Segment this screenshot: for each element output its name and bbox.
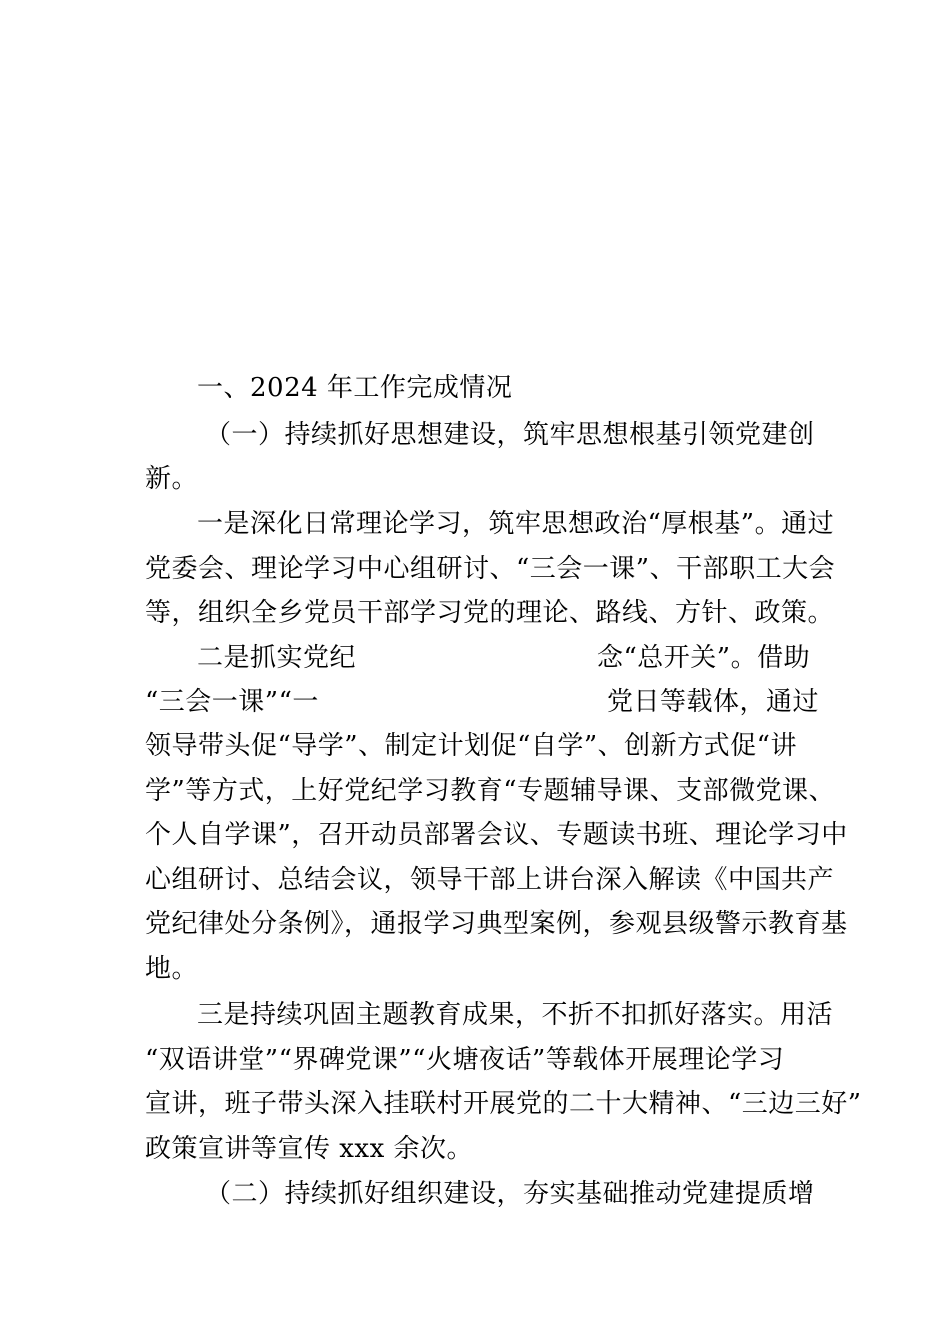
- paragraph-3-line-1: 三是持续巩固主题教育成果，不折不扣抓好落实。用活: [197, 1000, 834, 1030]
- paragraph-2-line-2-left: “三会一课”“一: [145, 687, 319, 717]
- subsection-heading-organization: （二）持续抓好组织建设，夯实基础推动党建提质增: [205, 1179, 815, 1209]
- paragraph-1-line-2: 党委会、理论学习中心组研讨、“三会一课”、干部职工大会: [145, 554, 836, 584]
- paragraph-2-line-7: 党纪律处分条例》，通报学习典型案例，参观县级警示教育基: [145, 909, 848, 939]
- paragraph-3-line-2: “双语讲堂”“界碑党课”“火塘夜话”等载体开展理论学习: [145, 1045, 785, 1075]
- paragraph-3-line-4: 政策宣讲等宣传 xxx 余次。: [145, 1134, 474, 1164]
- paragraph-2-line-3: 领导带头促“导学”、制定计划促“自学”、创新方式促“讲: [145, 731, 797, 761]
- paragraph-2-line-1-right: 念“总开关”。借助: [597, 643, 811, 673]
- paragraph-1-line-3: 等，组织全乡党员干部学习党的理论、路线、方针、政策。: [145, 598, 835, 628]
- paragraph-2-line-8: 地。: [145, 954, 199, 984]
- section-heading-2024-work: 一、2024 年工作完成情况: [197, 373, 513, 403]
- paragraph-3-line-3: 宣讲，班子带头深入挂联村开展党的二十大精神、“三边三好”: [145, 1089, 862, 1119]
- subsection-heading-ideology-line-1: （一）持续抓好思想建设，筑牢思想根基引领党建创: [205, 420, 815, 450]
- paragraph-2-line-2: [145, 687, 820, 717]
- subsection-heading-ideology-line-2: 新。: [145, 464, 199, 494]
- paragraph-2-line-4: 学”等方式，上好党纪学习教育“专题辅导课、支部微党课、: [145, 776, 836, 806]
- paragraph-1-line-1: 一是深化日常理论学习，筑牢思想政治“厚根基”。通过: [197, 509, 835, 539]
- paragraph-2-line-6: 心组研讨、总结会议，领导干部上讲台深入解读《中国共产: [145, 865, 835, 895]
- paragraph-2-line-1-left: 二是抓实党纪: [197, 643, 357, 673]
- paragraph-2-line-1: [197, 643, 867, 673]
- paragraph-2-line-5: 个人自学课”，召开动员部署会议、专题读书班、理论学习中: [145, 820, 848, 850]
- paragraph-2-line-2-right: 党日等载体，通过: [607, 687, 820, 717]
